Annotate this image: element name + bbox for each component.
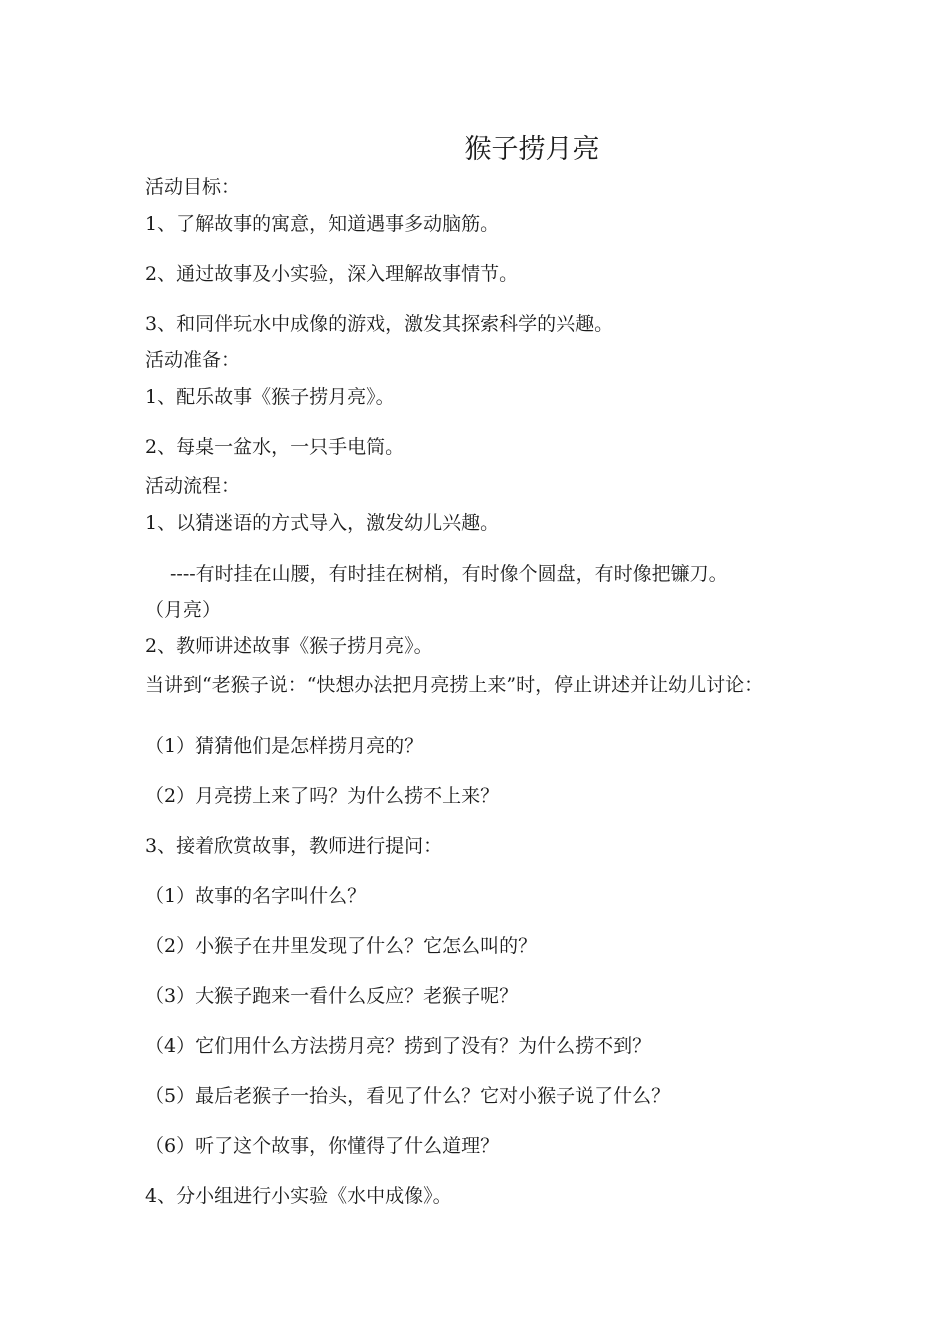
question-item: （1）猜猜他们是怎样捞月亮的？ [145,735,424,757]
document-title: 猴子捞月亮 [464,134,600,165]
question-item: （6）听了这个故事，你懂得了什么道理？ [145,1135,500,1157]
riddle-answer: （月亮） [145,599,222,621]
question-item: （1）故事的名字叫什么？ [145,885,367,907]
prep-item: 1、配乐故事《猴子捞月亮》。 [145,386,395,408]
step-2-note: 当讲到“老猴子说：“快想办法把月亮捞上来”时，停止讲述并让幼儿讨论： [145,674,764,696]
goal-item: 1、了解故事的寓意，知道遇事多动脑筋。 [145,213,500,235]
prep-heading: 活动准备： [145,349,241,371]
prep-item: 2、每桌一盆水，一只手电筒。 [145,436,405,458]
question-item: （4）它们用什么方法捞月亮？捞到了没有？为什么捞不到？ [145,1035,652,1057]
step-1: 1、以猜迷语的方式导入，激发幼儿兴趣。 [145,512,500,534]
goals-heading: 活动目标： [145,176,241,198]
step-2: 2、教师讲述故事《猴子捞月亮》。 [145,635,433,657]
question-item: （2）小猴子在井里发现了什么？它怎么叫的？ [145,935,538,957]
step-4: 4、分小组进行小实验《水中成像》。 [145,1185,452,1207]
question-item: （2）月亮捞上来了吗？为什么捞不上来？ [145,785,500,807]
goal-item: 3、和同伴玩水中成像的游戏，激发其探索科学的兴趣。 [145,313,614,335]
step-3: 3、接着欣赏故事，教师进行提问： [145,835,443,857]
goal-item: 2、通过故事及小实验，深入理解故事情节。 [145,263,519,285]
process-heading: 活动流程： [145,475,241,497]
riddle-text: ----有时挂在山腰，有时挂在树梢，有时像个圆盘，有时像把镰刀。 [170,563,728,585]
question-item: （3）大猴子跑来一看什么反应？老猴子呢？ [145,985,519,1007]
question-item: （5）最后老猴子一抬头，看见了什么？它对小猴子说了什么？ [145,1085,671,1107]
